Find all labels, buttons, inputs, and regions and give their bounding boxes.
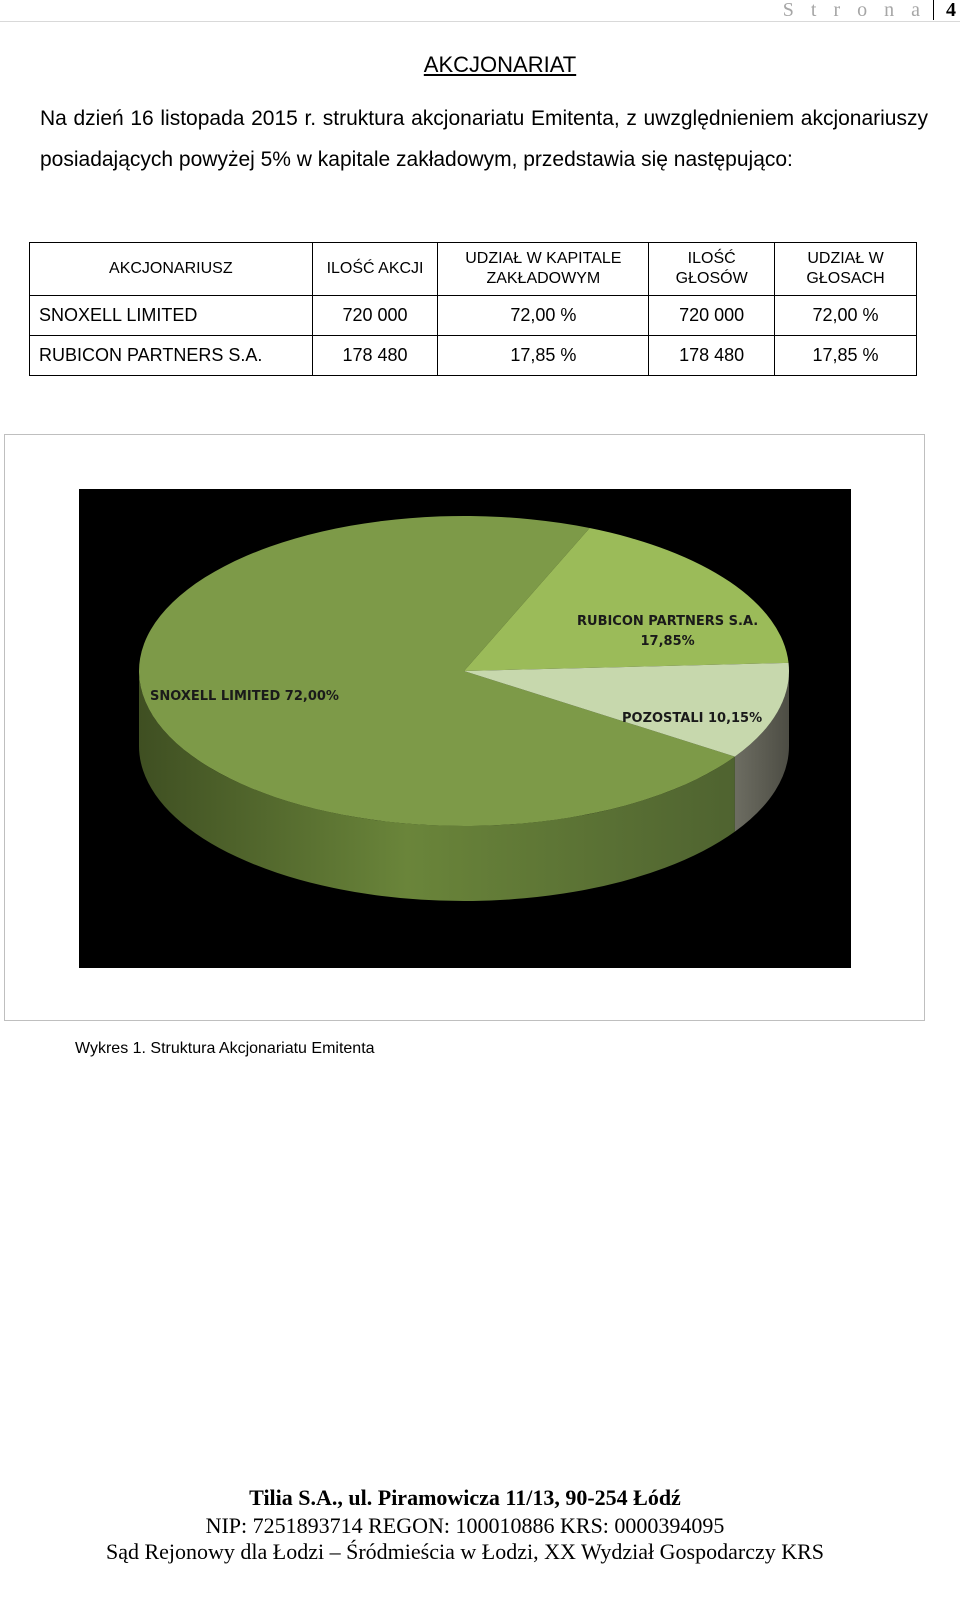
slice-label-snoxell: SNOXELL LIMITED 72,00% — [150, 689, 339, 704]
shareholder-table — [29, 242, 917, 376]
header-share-count: ILOŚĆ AKCJI — [312, 243, 438, 296]
slice-label-rubicon-name: RUBICON PARTNERS S.A. — [577, 614, 759, 629]
page-number-separator — [933, 0, 934, 20]
cell-share-count: 720 000 — [312, 296, 438, 336]
table-header-row — [30, 243, 917, 296]
slice-label-pozostali: POZOSTALI 10,15% — [622, 711, 763, 726]
table-row — [30, 336, 917, 376]
header-shareholder: AKCJONARIUSZ — [30, 243, 313, 296]
slice-label-rubicon-value: 17,85% — [640, 634, 695, 649]
footer-registry: NIP: 7251893714 REGON: 100010886 KRS: 0000394095 — [205, 1513, 725, 1538]
cell-vote-share: 72,00 % — [775, 296, 917, 336]
footer-company: Tilia S.A., ul. Piramowicza 11/13, 90-254 Łódź — [249, 1485, 681, 1510]
cell-shareholder: RUBICON PARTNERS S.A. — [30, 336, 313, 376]
pie-tops — [139, 516, 789, 826]
cell-shareholder: SNOXELL LIMITED — [30, 296, 313, 336]
chart-caption: Wykres 1. Struktura Akcjonariatu Emitenta — [75, 1040, 375, 1057]
footer-court: Sąd Rejonowy dla Łodzi – Śródmieścia w Łodzi, XX Wydział Gospodarczy KRS — [105, 1539, 825, 1564]
page-label: S t r o n a — [782, 0, 926, 21]
cell-vote-count: 720 000 — [649, 296, 775, 336]
cell-vote-share: 17,85 % — [775, 336, 917, 376]
page-number: 4 — [946, 0, 956, 21]
header-capital-share: UDZIAŁ W KAPITALE ZAKŁADOWYM — [438, 243, 649, 296]
header-vote-count: ILOŚĆ GŁOSÓW — [649, 243, 775, 296]
section-title: AKCJONARIAT — [423, 52, 577, 77]
slice-label-rubicon — [577, 612, 758, 652]
cell-capital-share: 72,00 % — [438, 296, 649, 336]
header-vote-share: UDZIAŁ W GŁOSACH — [775, 243, 917, 296]
table-row — [30, 296, 917, 336]
cell-share-count: 178 480 — [312, 336, 438, 376]
cell-capital-share: 17,85 % — [438, 336, 649, 376]
pie-chart — [79, 489, 851, 968]
cell-vote-count: 178 480 — [649, 336, 775, 376]
intro-paragraph: Na dzień 16 listopada 2015 r. struktura akcjonariatu Emitenta, z uwzględnieniem akcjonariuszy posiadających powyżej 5% w kapitale zakładowym, przedstawia się następująco: — [40, 107, 928, 171]
